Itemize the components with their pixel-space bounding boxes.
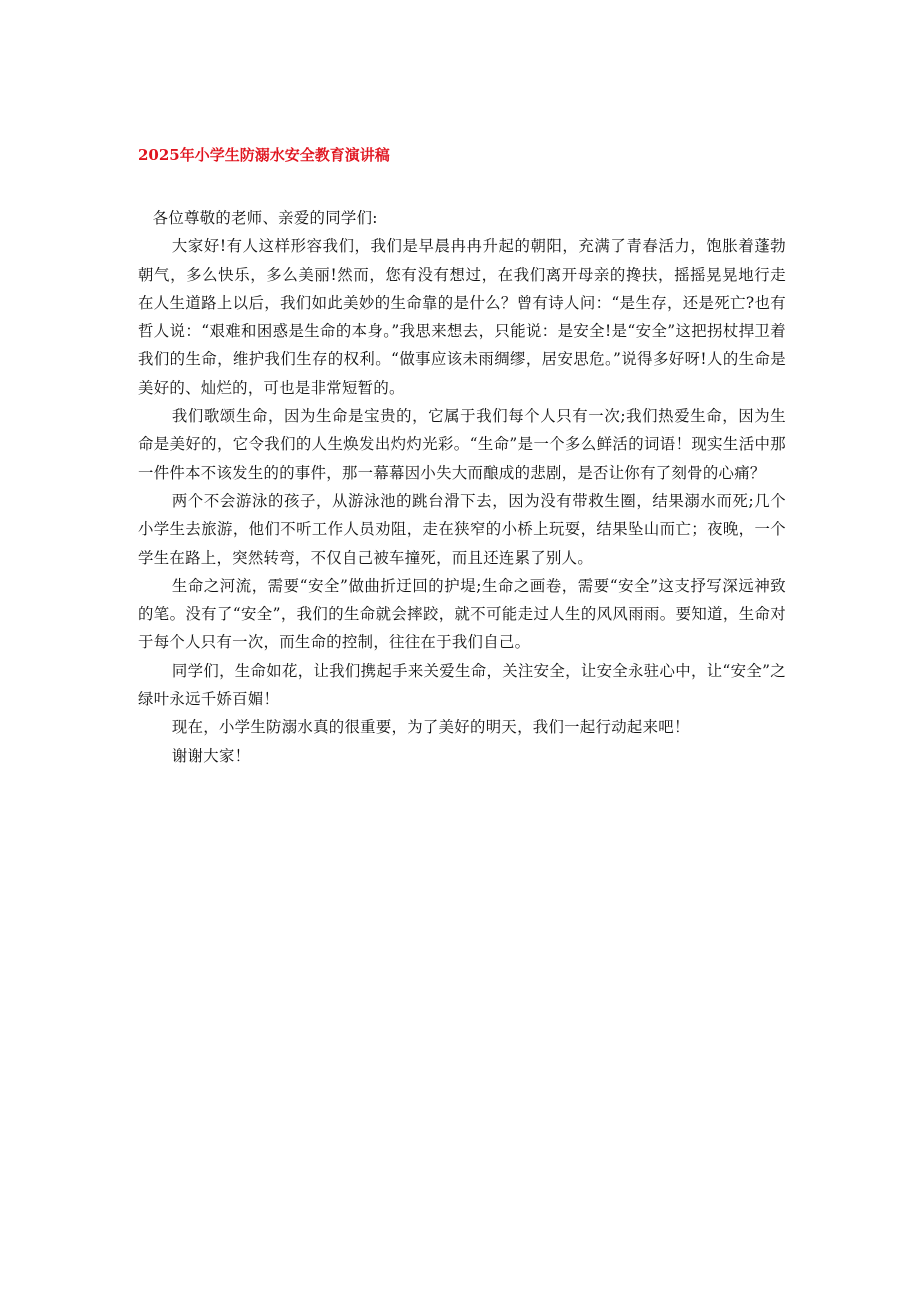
document-title: 2025年小学生防溺水安全教育演讲稿 [138,146,390,164]
paragraph-2: 我们歌颂生命，因为生命是宝贵的，它属于我们每个人只有一次;我们热爱生命，因为生命是美好的，它令我们的人生焕发出灼灼光彩。“生命”是一个多么鲜活的词语！现实生活中那一件件本不该发生的的事件，那一幕幕因小失大而酿成的悲剧，是否让你有了刻骨的心痛？ [138,407,786,482]
paragraph-3: 两个不会游泳的孩子，从游泳池的跳台滑下去，因为没有带救生圈，结果溺水而死;几个小学生去旅游，他们不听工作人员劝阻，走在狭窄的小桥上玩耍，结果坠山而亡；夜晚，一个学生在路上，突然转弯，不仅自己被车撞死，而且还连累了别人。 [138,491,786,567]
greeting-line: 各位尊敬的老师、亲爱的同学们: [152,209,378,227]
document-body [138,204,786,770]
paragraph-6: 现在，小学生防溺水真的很重要，为了美好的明天，我们一起行动起来吧！ [171,718,690,737]
paragraph-1: 大家好!有人这样形容我们，我们是早晨冉冉升起的朝阳，充满了青春活力，饱胀着蓬勃朝气，多么快乐，多么美丽!然而，您有没有想过，在我们离开母亲的搀扶，摇摇晃晃地行走在人生道路上以后，我们如此美妙的生命靠的是什么？曾有诗人问：“是生存，还是死亡?也有哲人说：“艰难和困惑是生命的本身。”我思来想去，只能说：是安全!是“安全”这把拐杖捍卫着我们的生命，维护我们生存的权利。“做事应该未雨绸缪，居安思危。”说得多好呀!人的生命是美好的、灿烂的，可也是非常短暂的。 [138,237,786,397]
paragraph-4: 生命之河流，需要“安全”做曲折迂回的护堤;生命之画卷，需要“安全”这支抒写深远神致的笔。没有了“安全”，我们的生命就会摔跤，就不可能走过人生的风风雨雨。要知道，生命对于每个人只有一次，而生命的控制，往往在于我们自己。 [138,576,786,652]
paragraph-5: 同学们，生命如花，让我们携起手来关爱生命，关注安全，让安全永驻心中，让“安全”之绿叶永远千娇百媚！ [138,661,786,709]
closing-line: 谢谢大家！ [171,746,251,765]
